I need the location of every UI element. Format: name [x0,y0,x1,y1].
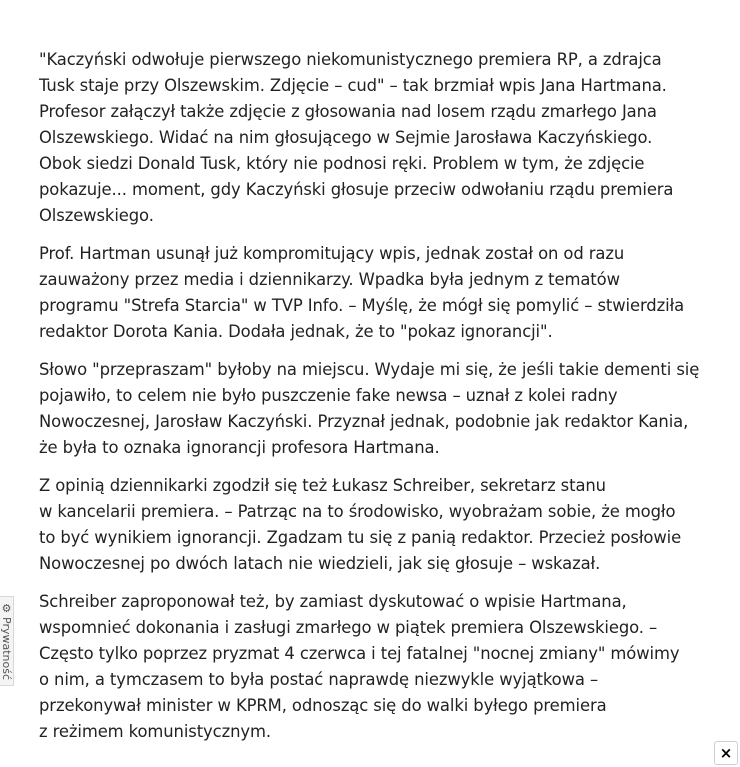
privacy-tab-content [0,602,13,680]
close-button[interactable] [714,741,738,765]
article-paragraph: Słowo "przepraszam" byłoby na miejscu. Wydaje mi się, że jeśli takie dementi się pojawiło, to celem nie było puszczenie fake newsa – uznał z kolei radny Nowoczesnej, Jarosław Kaczyński. Przyznał jednak, podobnie jak redaktor Kania, że była to oznaka ignorancji profesora Hartmana. [39,360,700,457]
article-paragraph: "Kaczyński odwołuje pierwszego niekomunistycznego premiera RP, a zdrajca Tusk staje przy Olszewskim. Zdjęcie – cud" – tak brzmiał wpis Jana Hartmana. Profesor załączył także zdjęcie z głosowania nad losem rządu zmarłego Jana Olszewskiego. Widać na nim głosującego w Sejmie Jarosława Kaczyńskiego. Obok siedzi Donald Tusk, który nie podnosi ręki. Problem w tym, że zdjęcie pokazuje... moment, gdy Kaczyński głosuje przeciw odwołaniu rządu premiera Olszewskiego. [39,50,674,225]
article-paragraph: Schreiber zaproponował też, by zamiast dyskutować o wpisie Hartmana, wspomnieć dokonania i zasługi zmarłego w piątek premiera Olszewskiego. – Często tylko poprzez pryzmat 4 czerwca i tej fatalnej "nocnej zmiany" mówimy o nim, a tymczasem to była postać naprawdę niezwykle wyjątkowa – przekonywał minister w KPRM, odnosząc się do walki byłego premiera z reżimem komunistycznym. [39,592,680,741]
article-body [39,47,707,757]
article-paragraph: Z opinią dziennikarki zgodził się też Łukasz Schreiber, sekretarz stanu w kancelarii premiera. – Patrząc na to środowisko, wyobrażam sobie, że mogło to być wynikiem ignorancji. Zgadzam tu się z panią redaktor. Przecież posłowie Nowoczesnej po dwóch latach nie wiedzieli, jak się głosuje – wskazał. [39,476,682,573]
privacy-settings-tab[interactable] [0,596,14,686]
close-icon: × [719,744,733,762]
article-paragraph: Prof. Hartman usunął już kompromitujący wpis, jednak został on od razu zauważony przez media i dziennikarzy. Wpadka była jednym z tematów programu "Strefa Starcia" w TVP Info. – Myślę, że mógł się pomylić – stwierdziła redaktor Dorota Kania. Dodała jednak, że to "pokaz ignorancji". [39,244,685,341]
privacy-tab-label: Prywatność [0,616,13,680]
gear-icon: ⚙ [0,601,13,615]
